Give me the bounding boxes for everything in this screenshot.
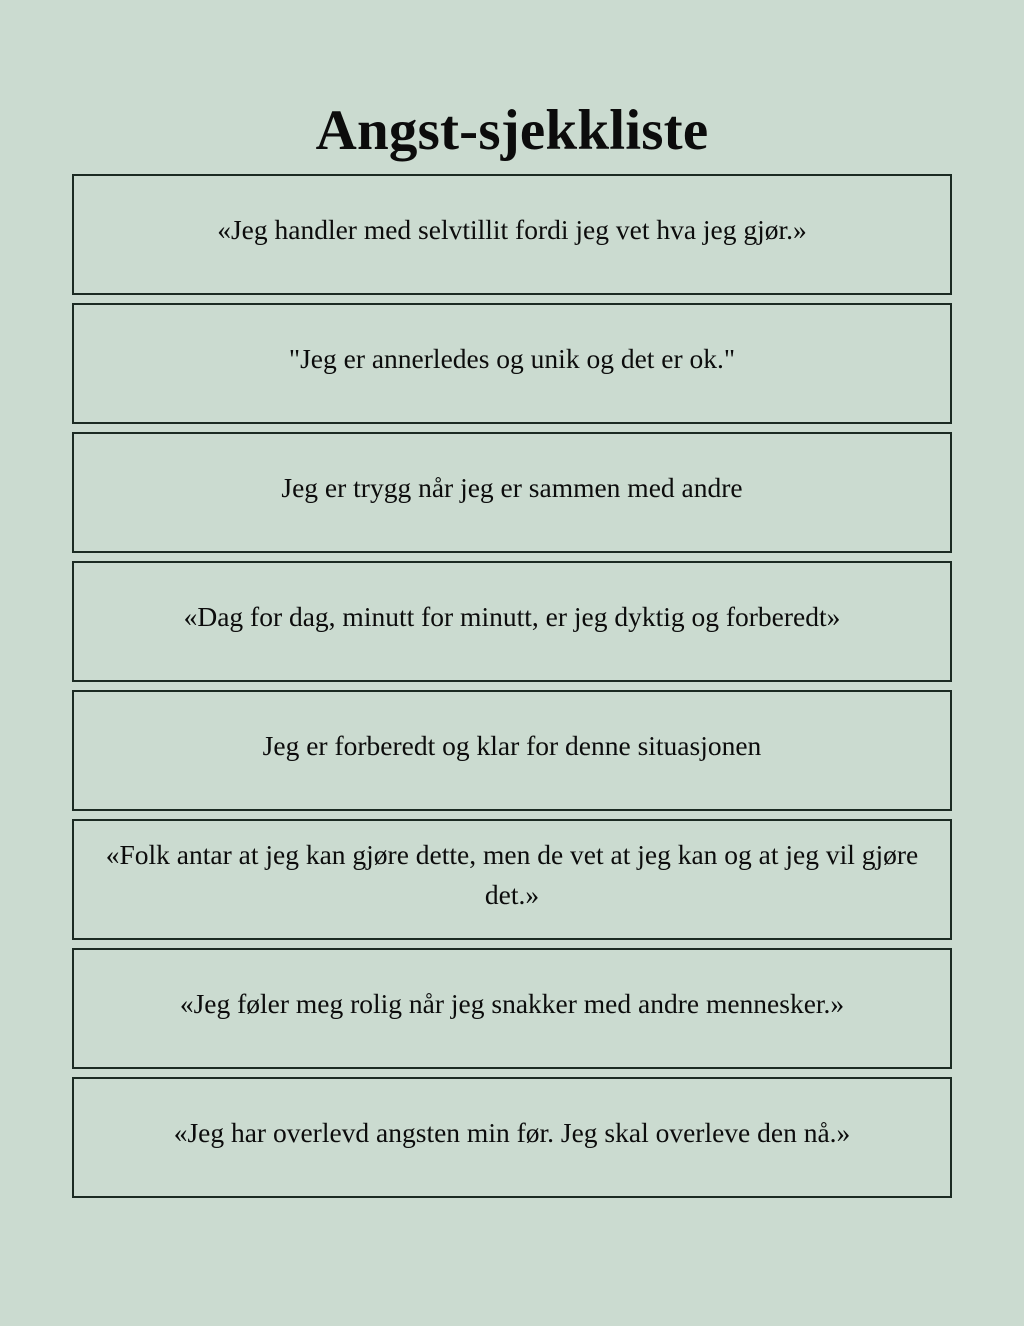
checklist-item-text: Jeg er forberedt og klar for denne situasjonen	[262, 729, 762, 761]
checklist-item-text: Jeg er trygg når jeg er sammen med andre	[281, 471, 743, 503]
checklist-item-7[interactable]	[72, 948, 952, 1069]
checklist-item-8[interactable]	[72, 1077, 952, 1198]
checklist-item-4[interactable]	[72, 561, 952, 682]
checklist-item-text: «Jeg handler med selvtillit fordi jeg vet hva jeg gjør.»	[217, 213, 807, 245]
page-title: Angst-sjekkliste	[315, 99, 709, 163]
checklist-item-text: «Dag for dag, minutt for minutt, er jeg dyktig og forberedt»	[183, 600, 841, 632]
checklist-item-text: «Jeg føler meg rolig når jeg snakker med andre mennesker.»	[179, 987, 845, 1019]
checklist-item-5[interactable]	[72, 690, 952, 811]
checklist-item-2[interactable]	[72, 303, 952, 424]
checklist-container	[72, 174, 952, 1198]
checklist-item-text: "Jeg er annerledes og unik og det er ok."	[288, 342, 736, 374]
checklist-item-1[interactable]	[72, 174, 952, 295]
checklist-item-3[interactable]	[72, 432, 952, 553]
checklist-item-text: «Folk antar at jeg kan gjøre dette, men de vet at jeg kan og at jeg vil gjøre det.»	[105, 839, 919, 910]
checklist-item-text: «Jeg har overlevd angsten min før. Jeg skal overleve den nå.»	[173, 1116, 851, 1148]
checklist-item-6[interactable]	[72, 819, 952, 940]
